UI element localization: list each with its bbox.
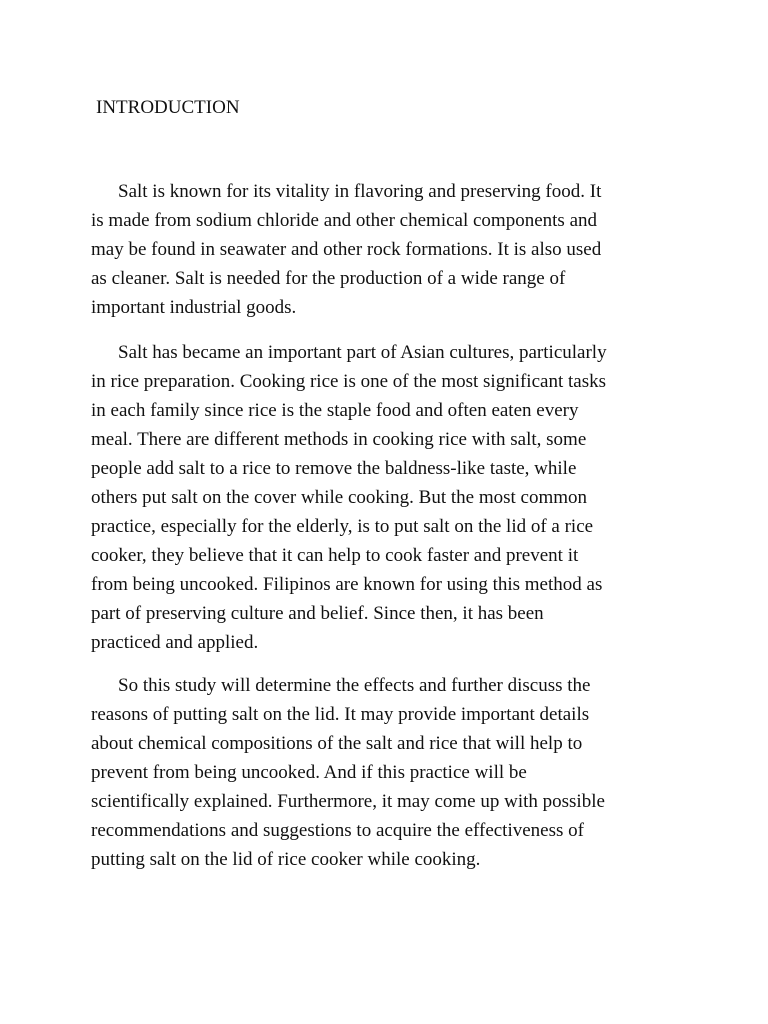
paragraph-line: important industrial goods. <box>91 297 297 318</box>
paragraph-line: in each family since rice is the staple food and often eaten every <box>91 400 579 421</box>
paragraph-line: So this study will determine the effects and further discuss the <box>118 675 591 696</box>
paragraph-salt-overview <box>91 177 601 322</box>
paragraph-line: in rice preparation. Cooking rice is one of the most significant tasks <box>91 371 606 392</box>
paragraph-line: practice, especially for the elderly, is to put salt on the lid of a rice <box>91 516 594 537</box>
paragraph-line: cooker, they believe that it can help to cook faster and prevent it <box>91 545 579 566</box>
paragraph-line: Salt is known for its vitality in flavoring and preserving food. It <box>118 181 602 202</box>
paragraph-study-purpose <box>91 671 605 874</box>
paragraph-line: people add salt to a rice to remove the baldness-like taste, while <box>91 458 577 479</box>
paragraph-line: about chemical compositions of the salt and rice that will help to <box>91 733 583 754</box>
paragraph-line: prevent from being uncooked. And if this practice will be <box>91 762 527 783</box>
paragraph-asian-cultures <box>91 338 607 657</box>
paragraph-line: practiced and applied. <box>91 632 259 653</box>
paragraph-line: as cleaner. Salt is needed for the production of a wide range of <box>91 268 566 289</box>
paragraph-line: putting salt on the lid of rice cooker while cooking. <box>91 849 481 870</box>
paragraph-line: part of preserving culture and belief. Since then, it has been <box>91 603 544 624</box>
paragraph-line: from being uncooked. Filipinos are known for using this method as <box>91 574 603 595</box>
section-heading: INTRODUCTION <box>96 97 240 118</box>
paragraph-line: reasons of putting salt on the lid. It may provide important details <box>91 704 590 725</box>
paragraph-line: others put salt on the cover while cooking. But the most common <box>91 487 588 508</box>
paragraph-line: may be found in seawater and other rock formations. It is also used <box>91 239 602 260</box>
paragraph-line: meal. There are different methods in cooking rice with salt, some <box>91 429 587 450</box>
paragraph-line: scientifically explained. Furthermore, it may come up with possible <box>91 791 605 812</box>
paragraph-line: recommendations and suggestions to acquire the effectiveness of <box>91 820 584 841</box>
paragraph-line: is made from sodium chloride and other chemical components and <box>91 210 597 231</box>
paragraph-line: Salt has became an important part of Asian cultures, particularly <box>118 342 607 363</box>
